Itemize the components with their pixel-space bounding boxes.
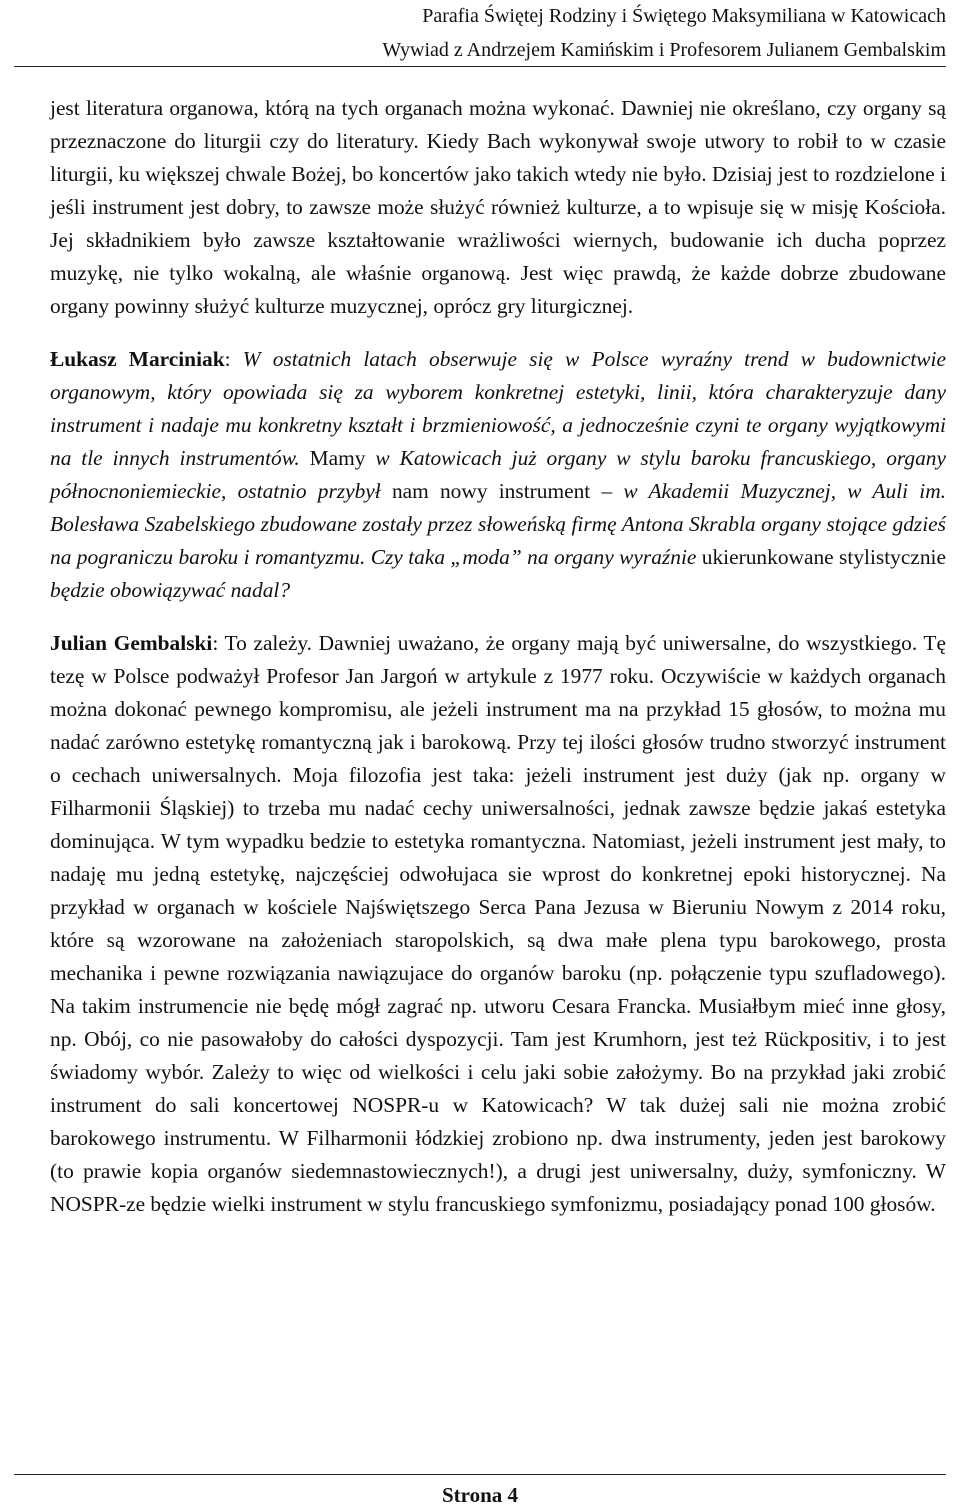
question-segment: – w Akademii Muzycznej, w Auli im. Bolesława Szabelskiego zbudowane zostały przez słoweńską firmę Antona Skrabla organy stojące gdzieś na pograniczu baroku i romantyzmu. Czy taka „moda” na organy wyraźnie: [50, 479, 946, 569]
header-document-title: Wywiad z Andrzejem Kamińskim i Profesorem Julianem Gembalskim: [382, 39, 946, 61]
footer-divider: [14, 1474, 946, 1475]
paragraph-answer: [50, 627, 946, 1221]
question-segment: w Katowicach już organy w stylu baroku francuskiego, organy północnoniemieckie, ostatnio przybył: [50, 446, 946, 503]
header-parish-name: Parafia Świętej Rodziny i Świętego Maksymiliana w Katowicach: [422, 5, 946, 27]
header-divider: [14, 66, 946, 67]
speaker-name: Julian Gembalski: [50, 631, 213, 655]
page-number: Strona 4: [441, 1483, 519, 1507]
question-segment: będzie obowiązywać nadal?: [50, 578, 291, 602]
answer-text: : To zależy. Dawniej uważano, że organy mają być uniwersalne, do wszystkiego. Tę tezę w Polsce podważył Profesor Jan Jargoń w artykule z 1977 roku. Oczywiście w każdych organach można dokonać pewnego kompromisu, ale jeżeli instrument ma na przykład 15 głosów, to można mu nadać zarówno estetykę romantyczną jak i barokową. Przy tej ilości głosów trudno stworzyć instrument o cechach uniwersalnych. Moja filozofia jest taka: jeżeli instrument jest duży (jak np. organy w Filharmonii Śląskiej) to trzeba mu nadać cechy uniwersalności, jednak zawsze będzie jakaś estetyka dominująca. W tym wypadku bedzie to estetyka romantyczna. Natomiast, jeżeli instrument jest mały, to nadaję mu jedną estetykę, najczęściej odwołujaca sie wprost do konkretnej epoki historycznej. Na przykład w organach w kościele Najświętszego Serca Pana Jezusa w Bieruniu Nowym z 2014 roku, które są wzorowane na założeniach staropolskich, są dwa małe plena typu barokowego, prosta mechanika i pewne rozwiązania nawiązujace do organów baroku (np. połączenie typu szufladowego). Na takim instrumencie nie będę mógł zagrać np. utworu Cesara Francka. Musiałbym mieć inne głosy, np. Obój, co nie pasowałoby do całości dyspozycji. Tam jest Krumhorn, jest też Rückpositiv, i to jest świadomy wybór. Zależy to więc od wielkości i celu jaki sobie założymy. Bo na przykład jaki zrobić instrument do sali koncertowej NOSPR-u w Katowicach? W tak dużej sali nie można zrobić barokowego instrumentu. W Filharmonii łódzkiej zrobiono np. dwa instrumenty, jeden jest barokowy (to prawie kopia organów siedemnastowiecznych!), a drugi jest uniwersalny, duży, symfoniczny. W NOSPR-ze będzie wielki instrument w stylu francuskiego symfonizmu, posiadający ponad 100 głosów.: [50, 631, 946, 1216]
paragraph-question: [50, 343, 946, 607]
question-segment: nam nowy instrument: [380, 479, 602, 503]
speaker-colon: :: [224, 347, 243, 371]
page-footer: [0, 1460, 960, 1506]
question-segment: ukierunkowane stylistycznie: [696, 545, 946, 569]
question-segment: Mamy: [299, 446, 376, 470]
document-body: [50, 92, 946, 1221]
paragraph-continuation: [50, 92, 946, 323]
paragraph-text: jest literatura organowa, którą na tych organach można wykonać. Dawniej nie określano, czy organy są przeznaczone do liturgii czy do literatury. Kiedy Bach wykonywał swoje utwory to robił to w czasie liturgii, ku większej chwale Bożej, bo koncertów jako takich wtedy nie było. Dzisiaj jest to rozdzielone i jeśli instrument jest dobry, to zawsze może służyć również kulturze, a to wpisuje się w misję Kościoła. Jej składnikiem było zawsze kształtowanie wrażliwości wiernych, budowanie ich ducha poprzez muzykę, nie tylko wokalną, ale właśnie organową. Jest więc prawdą, że każde dobrze zbudowane organy powinny służyć kulturze muzycznej, oprócz gry liturgicznej.: [50, 96, 946, 318]
question-segment: W ostatnich latach obserwuje się w Polsce wyraźny trend w budownictwie organowym, który opowiada się za wyborem konkretnej estetyki, linii, która charakteryzuje dany instrument i nadaje mu konkretny kształt i brzmieniowość, a jednocześnie czyni te organy wyjątkowymi na tle innych instrumentów.: [50, 347, 946, 470]
page-header: [0, 0, 960, 74]
speaker-name: Łukasz Marciniak: [50, 347, 225, 371]
